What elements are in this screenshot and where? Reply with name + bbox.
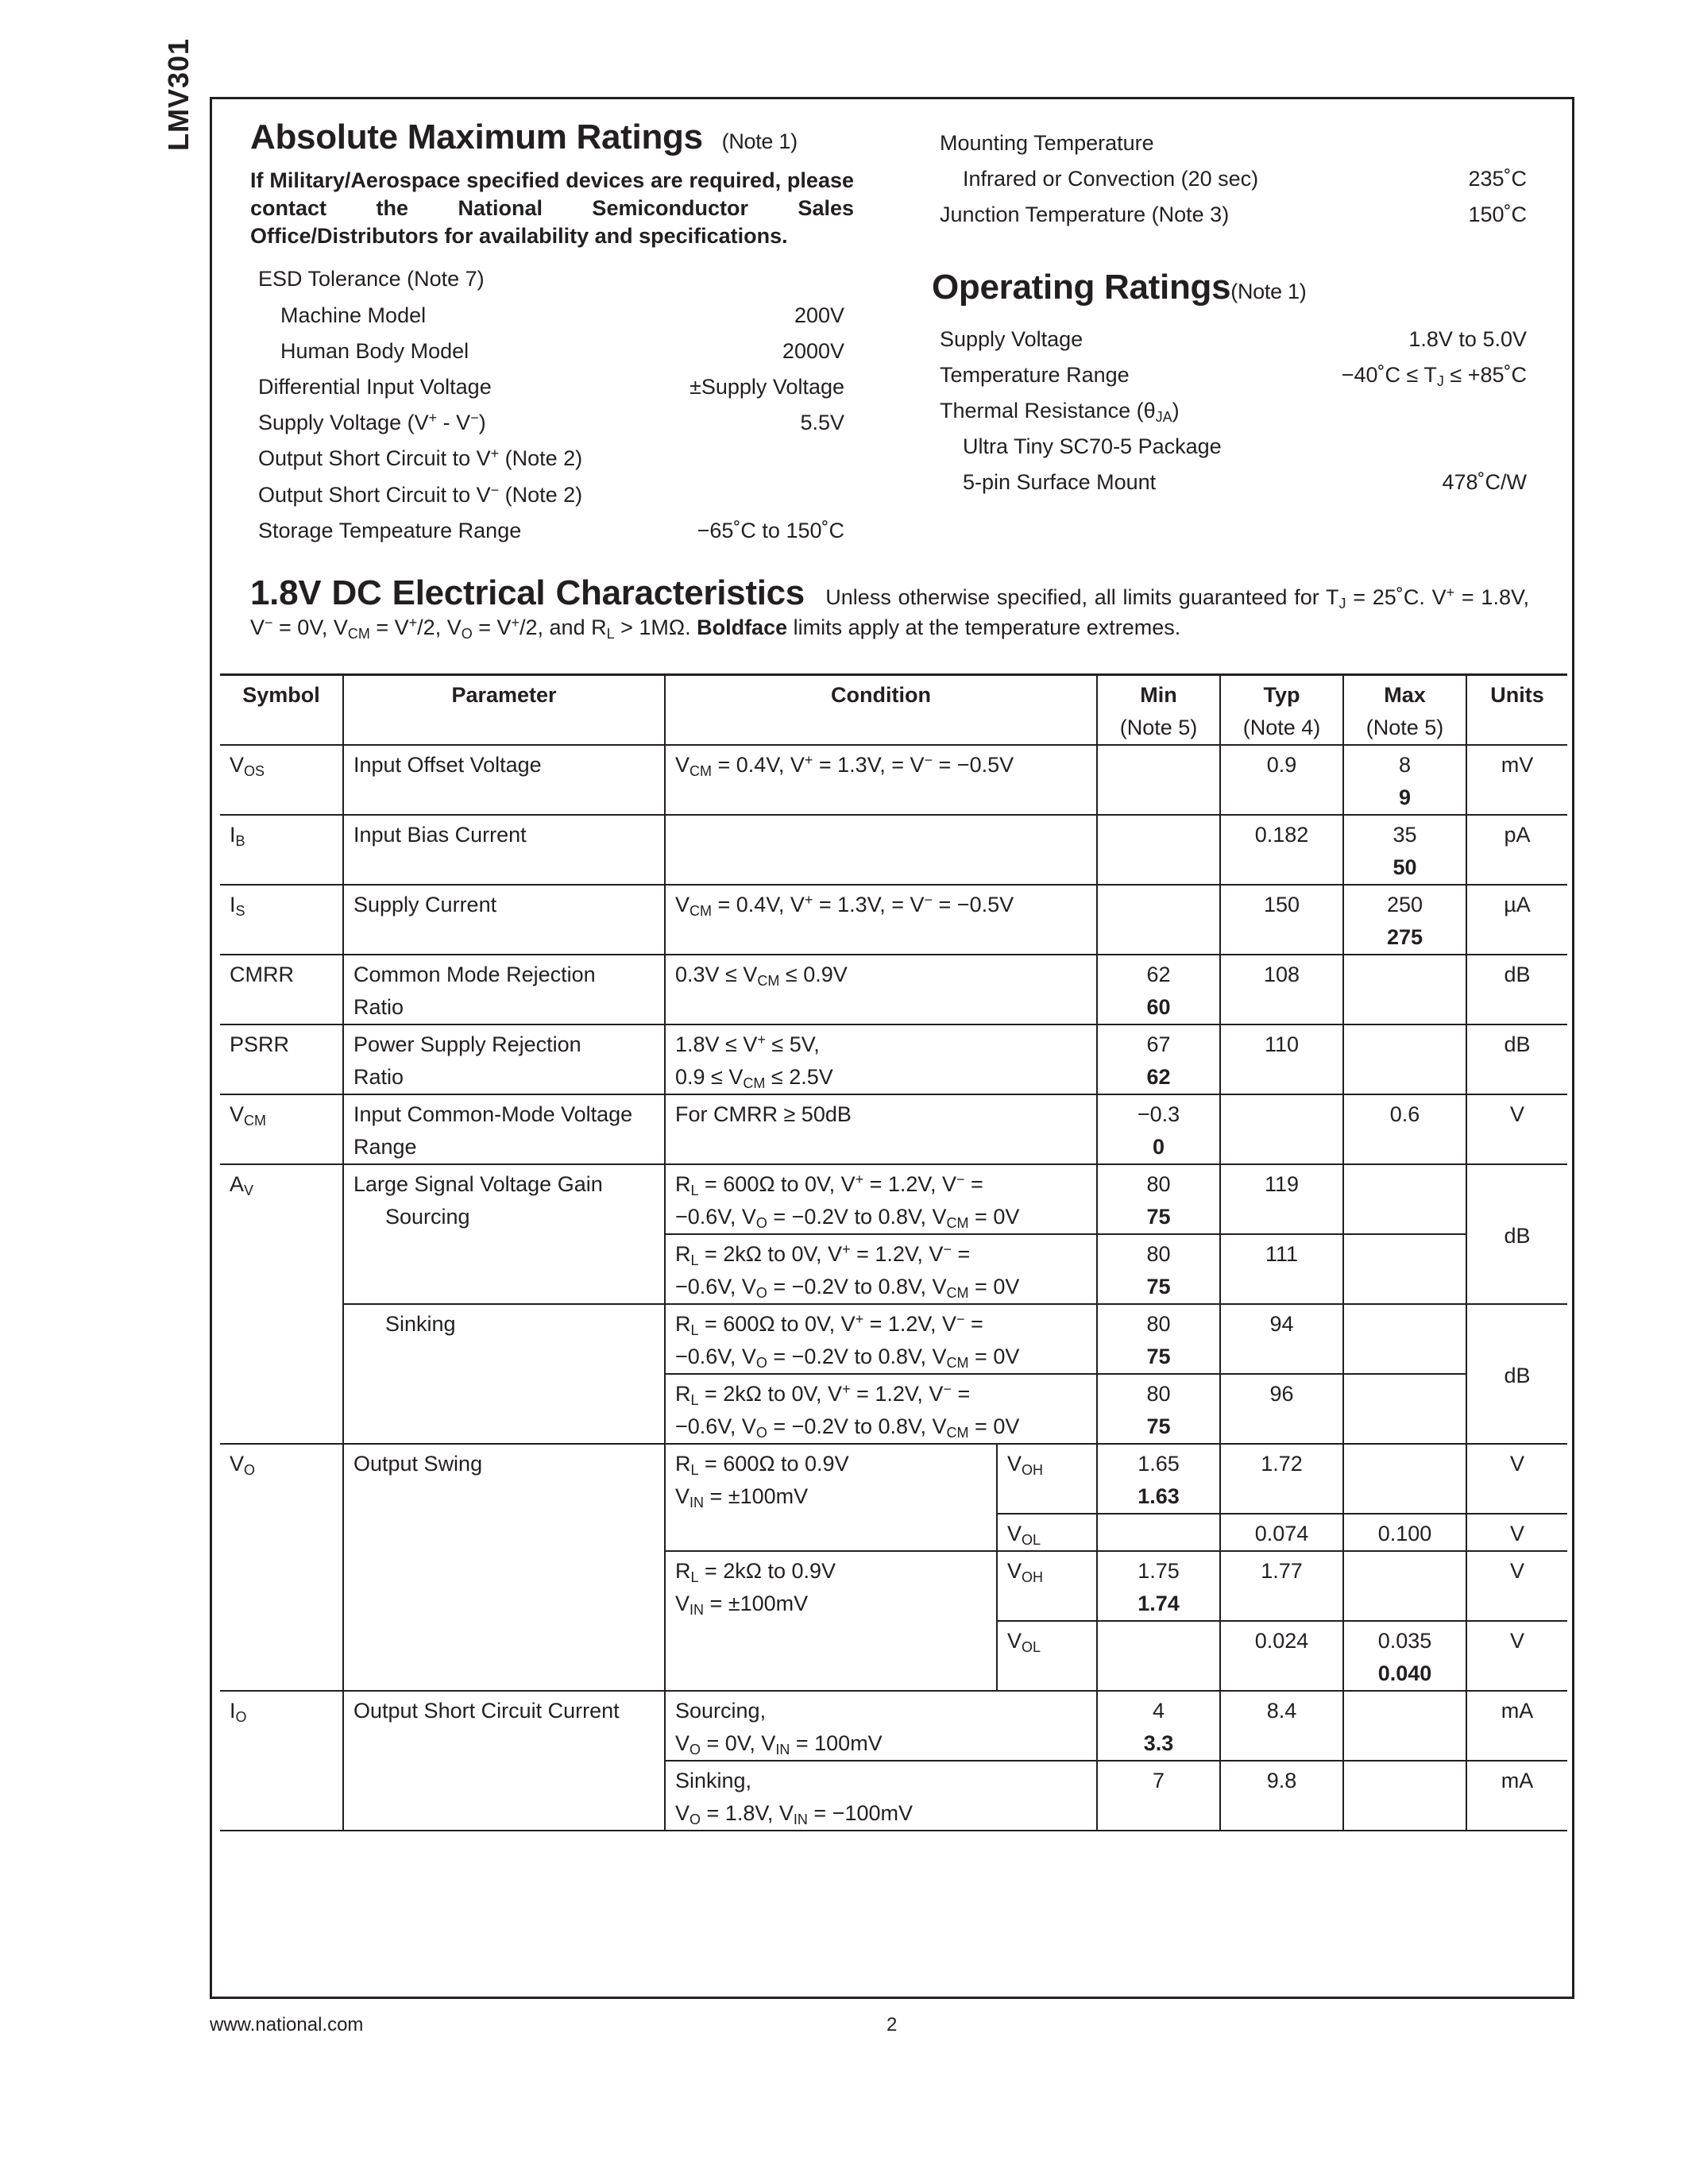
military-warning: If Military/Aerospace specified devices are required, please contact the National Semiconductor Sales Office/Distributors for availability and specifications. bbox=[250, 168, 854, 248]
op-temp-value: −40˚C ≤ $T_J$ ≤ +85˚C bbox=[1341, 363, 1527, 389]
diff-input-value: ±Supply Voltage bbox=[689, 375, 844, 399]
min-vo-r1: 1.65 1.63 bbox=[1097, 1444, 1220, 1514]
supply-voltage-value: 5.5V bbox=[800, 411, 844, 434]
table-row bbox=[220, 1444, 1567, 1514]
typ-is: 150 bbox=[1220, 885, 1343, 955]
smt-label: 5-pin Surface Mount bbox=[963, 470, 1157, 494]
cond-av-src1: $R_L = 600\Omega$ to 0V, V+ = 1.2V, V− = −0.6V, $V_O = -0.2V$ to 0.8V, $V_{CM} = 0V$ bbox=[665, 1164, 1097, 1234]
table-row bbox=[220, 955, 1567, 1024]
units-ib: pA bbox=[1466, 815, 1567, 885]
units-io-sinking: mA bbox=[1466, 1761, 1567, 1831]
package-label: Ultra Tiny SC70-5 Package bbox=[963, 434, 1222, 458]
header-min: Min (Note 5) bbox=[1097, 675, 1220, 746]
min-vos bbox=[1097, 745, 1220, 815]
min-av-src1: 80 75 bbox=[1097, 1164, 1220, 1234]
footer-website: www.national.com bbox=[210, 2014, 364, 2035]
symbol-io: $I_O$ bbox=[220, 1691, 343, 1831]
junction-temp-label: Junction Temperature (Note 3) bbox=[940, 203, 1230, 226]
esd-label: ESD Tolerance (Note 7) bbox=[258, 267, 485, 291]
abs-max-title: Absolute Maximum Ratings (Note 1) bbox=[250, 118, 798, 156]
cond-is: $V_{CM} = 0.4V$, V+ = 1.3V, = V− = −0.5V bbox=[665, 885, 1097, 955]
units-vo-r2: V bbox=[1466, 1514, 1567, 1551]
header-parameter: Parameter bbox=[343, 675, 665, 746]
storage-temp-label: Storage Tempeature Range bbox=[258, 519, 522, 542]
cond-ib bbox=[665, 815, 1097, 885]
units-io-sourcing: mA bbox=[1466, 1691, 1567, 1761]
max-io-sourcing bbox=[1343, 1691, 1466, 1761]
diff-input-label: Differential Input Voltage bbox=[258, 375, 492, 399]
op-ratings-title: Operating Ratings(Note 1) bbox=[932, 268, 1307, 307]
header-typ: Typ (Note 4) bbox=[1220, 675, 1343, 746]
units-vo-r3: V bbox=[1466, 1551, 1567, 1621]
min-cmrr: 62 60 bbox=[1097, 955, 1220, 1024]
mounting-temp-label: Mounting Temperature bbox=[940, 131, 1154, 155]
max-av-snk1 bbox=[1343, 1304, 1466, 1374]
op-supply-label: Supply Voltage bbox=[940, 327, 1083, 351]
cond-cmrr: $0.3V \le V_{CM} \le 0.9V$ bbox=[665, 955, 1097, 1024]
max-vo-r2: 0.100 bbox=[1343, 1514, 1466, 1551]
typ-av-snk2: 96 bbox=[1220, 1374, 1343, 1444]
typ-vcm bbox=[1220, 1094, 1343, 1164]
units-vo-r4: V bbox=[1466, 1621, 1567, 1691]
min-psrr: 67 62 bbox=[1097, 1024, 1220, 1094]
footer-page-number: 2 bbox=[886, 2014, 898, 2035]
dc-section-header bbox=[250, 573, 1529, 642]
min-vo-r3: 1.75 1.74 bbox=[1097, 1551, 1220, 1621]
table-row bbox=[220, 815, 1567, 885]
units-vcm: V bbox=[1466, 1094, 1567, 1164]
units-cmrr: dB bbox=[1466, 955, 1567, 1024]
table-row bbox=[220, 885, 1567, 955]
max-ib: 35 50 bbox=[1343, 815, 1466, 885]
units-av-sourcing: dB bbox=[1466, 1164, 1567, 1304]
param-vcm: Input Common-Mode Voltage Range bbox=[343, 1094, 665, 1164]
typ-cmrr: 108 bbox=[1220, 955, 1343, 1024]
table-row bbox=[220, 745, 1567, 815]
param-vo: Output Swing bbox=[343, 1444, 665, 1691]
op-temp-label: Temperature Range bbox=[940, 363, 1130, 387]
header-condition: Condition bbox=[665, 675, 1097, 746]
ir-value: 235˚C bbox=[1468, 167, 1527, 191]
min-av-src2: 80 75 bbox=[1097, 1234, 1220, 1304]
table-row bbox=[220, 1094, 1567, 1164]
typ-av-src2: 111 bbox=[1220, 1234, 1343, 1304]
units-vos: mV bbox=[1466, 745, 1567, 815]
cond-vcm: For CMRR ≥ 50dB bbox=[665, 1094, 1097, 1164]
min-av-snk1: 80 75 bbox=[1097, 1304, 1220, 1374]
thermal-resistance-label: Thermal Resistance $(\theta_{JA})$ bbox=[940, 399, 1180, 425]
table-row bbox=[220, 1691, 1567, 1761]
min-ib bbox=[1097, 815, 1220, 885]
cond-io-sinking: Sinking, $V_O = 1.8V$, $V_{IN} = -100mV$ bbox=[665, 1761, 1097, 1831]
units-vo-r1: V bbox=[1466, 1444, 1567, 1514]
param-io: Output Short Circuit Current bbox=[343, 1691, 665, 1831]
max-psrr bbox=[1343, 1024, 1466, 1094]
machine-model-value: 200V bbox=[794, 303, 844, 327]
cond-vo-2k: $R_L = 2k\Omega$ to 0.9V $V_{IN} = \pm 100mV$ bbox=[665, 1551, 997, 1691]
machine-model-label: Machine Model bbox=[280, 303, 427, 327]
vo-vol-2: $V_{OL}$ bbox=[997, 1621, 1097, 1691]
symbol-cmrr: CMRR bbox=[220, 955, 343, 1024]
max-vo-r3 bbox=[1343, 1551, 1466, 1621]
storage-temp-value: −65˚C to 150˚C bbox=[697, 519, 844, 542]
vo-voh-1: $V_{OH}$ bbox=[997, 1444, 1097, 1514]
symbol-vo: $V_O$ bbox=[220, 1444, 343, 1691]
min-io-sourcing: 4 3.3 bbox=[1097, 1691, 1220, 1761]
cond-io-sourcing: Sourcing, $V_O = 0V$, $V_{IN} = 100mV$ bbox=[665, 1691, 1097, 1761]
typ-av-snk1: 94 bbox=[1220, 1304, 1343, 1374]
min-av-snk2: 80 75 bbox=[1097, 1374, 1220, 1444]
hbm-value: 2000V bbox=[782, 339, 844, 363]
typ-av-src1: 119 bbox=[1220, 1164, 1343, 1234]
typ-ib: 0.182 bbox=[1220, 815, 1343, 885]
units-is: µA bbox=[1466, 885, 1567, 955]
table-row bbox=[220, 1164, 1567, 1234]
typ-vo-r3: 1.77 bbox=[1220, 1551, 1343, 1621]
max-is: 250 275 bbox=[1343, 885, 1466, 955]
header-units: Units bbox=[1466, 675, 1567, 746]
cond-av-snk1: $R_L = 600\Omega$ to 0V, V+ = 1.2V, V− = −0.6V, $V_O = -0.2V$ to 0.8V, $V_{CM} = 0V$ bbox=[665, 1304, 1097, 1374]
symbol-ib: $I_B$ bbox=[220, 815, 343, 885]
typ-psrr: 110 bbox=[1220, 1024, 1343, 1094]
smt-value: 478˚C/W bbox=[1442, 470, 1527, 494]
units-psrr: dB bbox=[1466, 1024, 1567, 1094]
typ-vos: 0.9 bbox=[1220, 745, 1343, 815]
max-io-sinking bbox=[1343, 1761, 1466, 1831]
symbol-vcm: $V_{CM}$ bbox=[220, 1094, 343, 1164]
typ-vo-r4: 0.024 bbox=[1220, 1621, 1343, 1691]
junction-temp-value: 150˚C bbox=[1468, 203, 1527, 226]
max-av-src1 bbox=[1343, 1164, 1466, 1234]
units-av-sinking: dB bbox=[1466, 1304, 1567, 1444]
max-av-snk2 bbox=[1343, 1374, 1466, 1444]
param-cmrr: Common Mode Rejection Ratio bbox=[343, 955, 665, 1024]
max-vcm: 0.6 bbox=[1343, 1094, 1466, 1164]
max-vo-r1 bbox=[1343, 1444, 1466, 1514]
hbm-label: Human Body Model bbox=[280, 339, 469, 363]
cond-vo-600: $R_L = 600\Omega$ to 0.9V $V_{IN} = \pm 100mV$ bbox=[665, 1444, 997, 1551]
symbol-is: $I_S$ bbox=[220, 885, 343, 955]
param-ib: Input Bias Current bbox=[343, 815, 665, 885]
cond-psrr: 1.8V ≤ V+ ≤ 5V, $0.9 \le V_{CM} \le 2.5V$ bbox=[665, 1024, 1097, 1094]
param-vos: Input Offset Voltage bbox=[343, 745, 665, 815]
typ-vo-r2: 0.074 bbox=[1220, 1514, 1343, 1551]
table-row bbox=[220, 1024, 1567, 1094]
symbol-psrr: PSRR bbox=[220, 1024, 343, 1094]
symbol-vos: $V_{OS}$ bbox=[220, 745, 343, 815]
vo-voh-2: $V_{OH}$ bbox=[997, 1551, 1097, 1621]
max-vos: 8 9 bbox=[1343, 745, 1466, 815]
max-av-src2 bbox=[1343, 1234, 1466, 1304]
param-is: Supply Current bbox=[343, 885, 665, 955]
op-supply-value: 1.8V to 5.0V bbox=[1408, 327, 1527, 351]
table-header-row bbox=[220, 675, 1567, 746]
side-part-label: LMV301 bbox=[162, 37, 195, 151]
dc-title: 1.8V DC Electrical Characteristics bbox=[250, 573, 805, 612]
max-vo-r4: 0.035 0.040 bbox=[1343, 1621, 1466, 1691]
typ-io-sourcing: 8.4 bbox=[1220, 1691, 1343, 1761]
header-max: Max (Note 5) bbox=[1343, 675, 1466, 746]
symbol-av: $A_V$ bbox=[220, 1164, 343, 1444]
min-vo-r4 bbox=[1097, 1621, 1220, 1691]
ir-label: Infrared or Convection (20 sec) bbox=[963, 167, 1259, 191]
cond-av-snk2: $R_L = 2k\Omega$ to 0V, V+ = 1.2V, V− = −0.6V, $V_O = -0.2V$ to 0.8V, $V_{CM} = 0V$ bbox=[665, 1374, 1097, 1444]
supply-voltage-label: Supply Voltage (V+ - V−) bbox=[258, 410, 486, 434]
dc-characteristics-table bbox=[220, 673, 1567, 1831]
min-vo-r2 bbox=[1097, 1514, 1220, 1551]
header-symbol: Symbol bbox=[220, 675, 343, 746]
param-psrr: Power Supply Rejection Ratio bbox=[343, 1024, 665, 1094]
cond-vos: $V_{CM} = 0.4V$, V+ = 1.3V, = V− = −0.5V bbox=[665, 745, 1097, 815]
typ-io-sinking: 9.8 bbox=[1220, 1761, 1343, 1831]
cond-av-src2: $R_L = 2k\Omega$ to 0V, V+ = 1.2V, V− = −0.6V, $V_O = -0.2V$ to 0.8V, $V_{CM} = 0V$ bbox=[665, 1234, 1097, 1304]
min-vcm: −0.3 0 bbox=[1097, 1094, 1220, 1164]
min-is bbox=[1097, 885, 1220, 955]
table-row bbox=[220, 1304, 1567, 1374]
min-io-sinking: 7 bbox=[1097, 1761, 1220, 1831]
param-av-sourcing: Large Signal Voltage Gain Sourcing bbox=[343, 1164, 665, 1304]
osc-vminus-label: Output Short Circuit to V− (Note 2) bbox=[258, 482, 583, 507]
max-cmrr bbox=[1343, 955, 1466, 1024]
osc-vplus-label: Output Short Circuit to V+ (Note 2) bbox=[258, 446, 583, 470]
param-av-sinking: Sinking bbox=[343, 1304, 665, 1444]
dc-description: 1.8V DC Electrical Characteristics Unless otherwise specified, all limits guaranteed for $T_J$ = 25˚C. V+ = 1.8V, V− = 0V, $V_{CM} = V^+/2$, $V_O = V^+/2$, and $R_L > 1M\Omega$. Boldface limits apply at the temperature extremes. bbox=[250, 573, 1529, 642]
vo-vol-1: $V_{OL}$ bbox=[997, 1514, 1097, 1551]
typ-vo-r1: 1.72 bbox=[1220, 1444, 1343, 1514]
